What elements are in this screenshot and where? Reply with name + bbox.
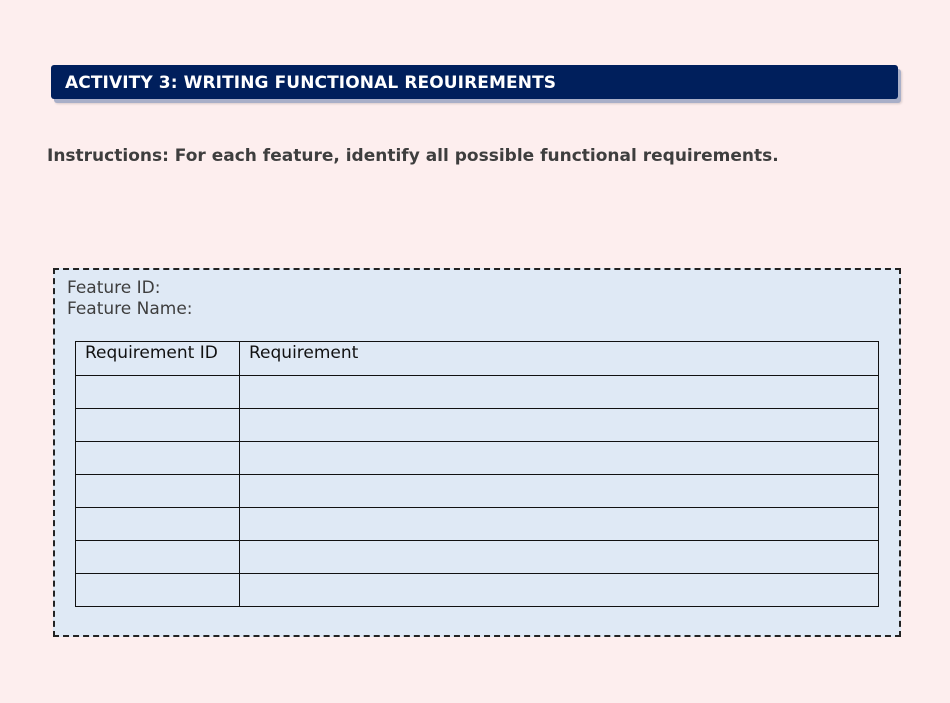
table-row bbox=[76, 442, 879, 475]
table-header-row bbox=[76, 342, 879, 376]
feature-card bbox=[53, 268, 901, 637]
requirement-cell[interactable] bbox=[240, 409, 879, 442]
column-header-requirement: Requirement bbox=[240, 342, 879, 376]
requirement-cell[interactable] bbox=[240, 376, 879, 409]
feature-id-label: Feature ID: bbox=[67, 278, 161, 298]
table-row bbox=[76, 574, 879, 607]
activity-banner bbox=[51, 65, 898, 99]
table-row bbox=[76, 475, 879, 508]
requirement-cell[interactable] bbox=[240, 475, 879, 508]
feature-name-label: Feature Name: bbox=[67, 299, 193, 319]
requirement-cell[interactable] bbox=[240, 508, 879, 541]
requirement-id-cell[interactable] bbox=[76, 475, 240, 508]
table-row bbox=[76, 409, 879, 442]
requirement-cell[interactable] bbox=[240, 442, 879, 475]
requirement-id-cell[interactable] bbox=[76, 409, 240, 442]
table-row bbox=[76, 541, 879, 574]
column-header-requirement-id: Requirement ID bbox=[76, 342, 240, 376]
requirement-id-cell[interactable] bbox=[76, 442, 240, 475]
table-row bbox=[76, 376, 879, 409]
requirements-table bbox=[75, 341, 879, 607]
requirement-cell[interactable] bbox=[240, 541, 879, 574]
instructions-text: Instructions: For each feature, identify all possible functional requirements. bbox=[47, 146, 779, 166]
table-row bbox=[76, 508, 879, 541]
requirement-cell[interactable] bbox=[240, 574, 879, 607]
activity-title: ACTIVITY 3: WRITING FUNCTIONAL REOUIREMENTS bbox=[65, 73, 557, 93]
requirement-id-cell[interactable] bbox=[76, 508, 240, 541]
requirement-id-cell[interactable] bbox=[76, 574, 240, 607]
requirement-id-cell[interactable] bbox=[76, 541, 240, 574]
requirement-id-cell[interactable] bbox=[76, 376, 240, 409]
